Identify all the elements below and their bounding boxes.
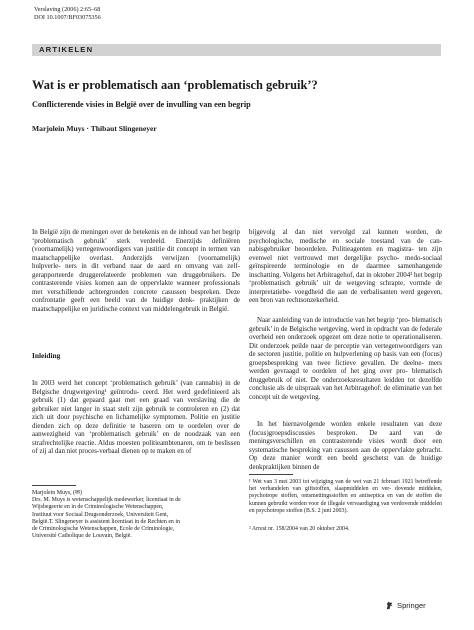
author-affiliation: [32, 490, 242, 540]
body-text-line: oppervlakte gebracht. Op deze manier wordt een beeld: [249, 445, 442, 463]
body-text-line: uit de wetgeving schrapte, vormde de interpretatiebe-: [249, 279, 442, 296]
footnote-line: dovende middelen, psychotrope stoffen, ontsmettingsstoffen en: [249, 486, 442, 500]
body-paragraph-3: [249, 420, 442, 471]
section-banner: [32, 44, 441, 56]
abstract-text-line: druggebruikers. De contrasterende visies komen aan de: [32, 270, 240, 288]
body-text-line: psychologische, medische en sociale toestand van de can-: [249, 236, 442, 245]
body-text-line: In het hiernavolgende worden enkele resultaten van: [257, 420, 430, 428]
footnote-divider-left: [32, 485, 76, 486]
abstract-text-line: overlast. Anderzijds verwijzen (voornamelijk) hulpverle-: [32, 253, 240, 271]
intro-text-line: ceerd. Het werd gedefinieerd als gebruik (1) dat gepaard: [32, 387, 241, 405]
body-text-line: bron van rechtsonzekerheid.: [260, 296, 339, 305]
abstract-text-line: middelengebruik in België.: [153, 304, 229, 313]
abstract-text-line: oppervlakte wanneer professionals met verschillende: [32, 279, 240, 296]
affiliation-line: Université Catholique de Louvain, België.: [32, 533, 132, 540]
section-label: ARTIKELEN: [39, 45, 94, 54]
publisher-name: Springer: [397, 601, 426, 610]
abstract-text-line: Deze confrontatie geeft een beeld van de huidige denk-: [32, 287, 240, 305]
body-text-line: nabisgebruiker beoordelen. Politieagenten en magistra-: [249, 245, 419, 254]
abstract-text-line: In België zijn de meningen over de betekenis en de inhoud: [32, 228, 200, 236]
body-text-line: deze (focus)groepsdiscussies besproken. De aard van de: [249, 420, 442, 437]
intro-text-line: Politie en justitie dienden zich op deze definitie te baseren: [32, 413, 240, 430]
intro-paragraph: [32, 379, 240, 456]
doi-line: DOI 10.1007/BF03075356: [34, 13, 101, 21]
footnote-1: [249, 479, 442, 515]
abstract-text-line: van het begrip ‘problematisch gebruik’ sterk verdeeld.: [32, 228, 241, 245]
body-text-line: dat in oktober 2004² het begrip ‘problematisch gebruik’: [249, 270, 443, 288]
footnote-line: antiseptica en van de stoffen die kunnen gebruikt worden voor de: [249, 493, 442, 507]
publisher-logo: [385, 601, 426, 610]
footnote-line: ¹ Wet van 3 mei 2003 tot wijziging van de wet van 21 februari 1921: [249, 479, 416, 485]
body-text-line: voegdheid die aan de verbalisanten werd gegeven, een: [249, 287, 443, 305]
author-line: Marjolein Muys · Thibaut Slingeneyer: [32, 124, 157, 133]
article-subtitle: Conflicterende visies in België over de invulling van een begrip: [32, 100, 251, 109]
abstract-text-line: ners in dit verband naar de aard en omvang van zelf-: [65, 262, 240, 271]
affiliation-line: Marjolein Muys, (✉): [32, 490, 82, 496]
body-text-line: ten zijn evenwel niet vertrouwd met dergelijke psycho-: [249, 245, 442, 262]
body-text-line: naar de perceptie van vertegenwoordigers van de sectoren: [249, 341, 442, 359]
footnote-divider-right: [249, 474, 293, 475]
affiliation-line: Wijsbegeerte en in de Criminologische Wetenschappen,: [32, 504, 164, 511]
body-text-line: Arbitragehof: de eliminatie van het concept uit de: [249, 384, 442, 401]
footnote-line: illegale vervaardiging van verdovende middelen en psychotrope: [249, 500, 443, 514]
intro-text-line: al dan niet proces-verbaal dienen op te maken en of: [48, 447, 192, 456]
body-text-line: opdracht van de federale overheid een onderzoek opgezet: [249, 324, 443, 342]
intro-text-line: zich uit door psychische en lichamelijke symptomen.: [32, 413, 191, 422]
affiliation-line: Drs. M. Muys is wetenschappelijk medewerker, licentiaat in de: [32, 497, 181, 504]
body-text-line: Naar aanleiding van de introductie van het begrip ‘pro-: [257, 316, 412, 324]
abstract-text-line: van justitie dit concept in termen van maatschappelijke: [32, 245, 240, 262]
body-text-line: blematisch druggebruik of niet. De onderzoeksresultaten: [249, 367, 442, 384]
body-paragraph-2: [249, 316, 442, 401]
body-text-line: geschetst van de huidige denkpraktijken binnen de: [249, 454, 442, 471]
body-text-line: meningsverschillen en contrasterende visies wordt door: [249, 437, 433, 446]
abstract-text-line: gerapporteerde druggerelateerde problemen van: [32, 270, 183, 279]
footnote-2: ² Arrest nr. 158/2004 van 20 oktober 2004.: [249, 526, 350, 532]
journal-citation: Verslaving (2006) 2:65–68: [34, 6, 101, 13]
intro-text-line: cannabis) in de Belgische drugwetgeving¹ geïntrodu-: [32, 379, 240, 396]
abstract-text-line: praktijken de maatschappelijke en juridische context van: [32, 296, 240, 313]
body-text-line: medo-sociaal geïnspireerde terminologie en de daarmee: [249, 253, 442, 271]
abstract-paragraph: [32, 228, 240, 313]
body-text-line: justitie, politie en hulpverlening op basis van een (focus): [282, 350, 442, 359]
body-text-line: bijgevolg al dan niet vervolgd zal kunnen worden, de: [249, 228, 442, 236]
body-text-line: een systematische bespreking van casussen aan de: [249, 437, 442, 454]
section-heading-inleiding: Inleiding: [32, 351, 61, 360]
intro-text-line: langer in staat stelt zijn gebruik te controleren en (2) dat: [74, 404, 240, 413]
footnote-line: stoffen (B.S. 2 juni 2003).: [286, 507, 348, 514]
body-text-line: blematisch gebruik’ in de Belgische wetgeving, werd in: [249, 316, 442, 333]
abstract-text-line: Enerzijds definiëren (voornamelijk) vertegenwoordigers: [32, 236, 240, 254]
intro-text-line: In 2003 werd het concept ‘problematisch gebruik’ (van: [32, 379, 196, 387]
abstract-text-line: achtergronden concrete casussen bespreken.: [89, 287, 226, 296]
article-title: Wat is er problematisch aan ‘problematisch gebruik’?: [32, 78, 318, 92]
body-text-line: mers werden gevraagd te oordelen of het ging over pro-: [249, 358, 442, 376]
body-text-line: wetgeving.: [289, 392, 321, 401]
body-paragraph-1: [249, 228, 442, 305]
affiliation-line: de Criminologische Wetenschappen, Ecole de Criminologie,: [32, 526, 175, 533]
intro-text-line: gebruik’ en de noodzaak van een strafrechtelijke reactie.: [32, 430, 241, 447]
affiliation-line: België.T. Slingeneyer is assistent licentiaat in de Rechten en in: [32, 518, 180, 525]
body-text-line: leidden tot dezelfde conclusie als de uitspraak van het: [249, 375, 442, 393]
intro-text-line: Aldus moesten politieambtenaren, om te beslissen of zij: [32, 438, 240, 456]
intro-text-line: om te oordelen over de aanwezigheid van ‘problematisch: [32, 421, 240, 439]
footnote-line: betreffende het verhandelen van giftstoffen, slaapmiddelen en ver-: [249, 479, 442, 493]
springer-horse-icon: [385, 601, 394, 610]
body-text-line: om deze notie te operationaliseren. Dit onderzoek peilde: [249, 333, 442, 350]
body-text-line: samenhangende inschatting. Volgens het Arbitragehof,: [249, 262, 442, 279]
affiliation-line: Instituut voor Sociaal Drugsonderzoek, Universiteit Gent,: [32, 511, 169, 518]
intro-text-line: gaat met een graad van verslaving die de gebruiker niet: [32, 396, 240, 413]
body-text-line: groepsbespreking van twee fictieve gevallen. De deelne-: [249, 358, 429, 367]
